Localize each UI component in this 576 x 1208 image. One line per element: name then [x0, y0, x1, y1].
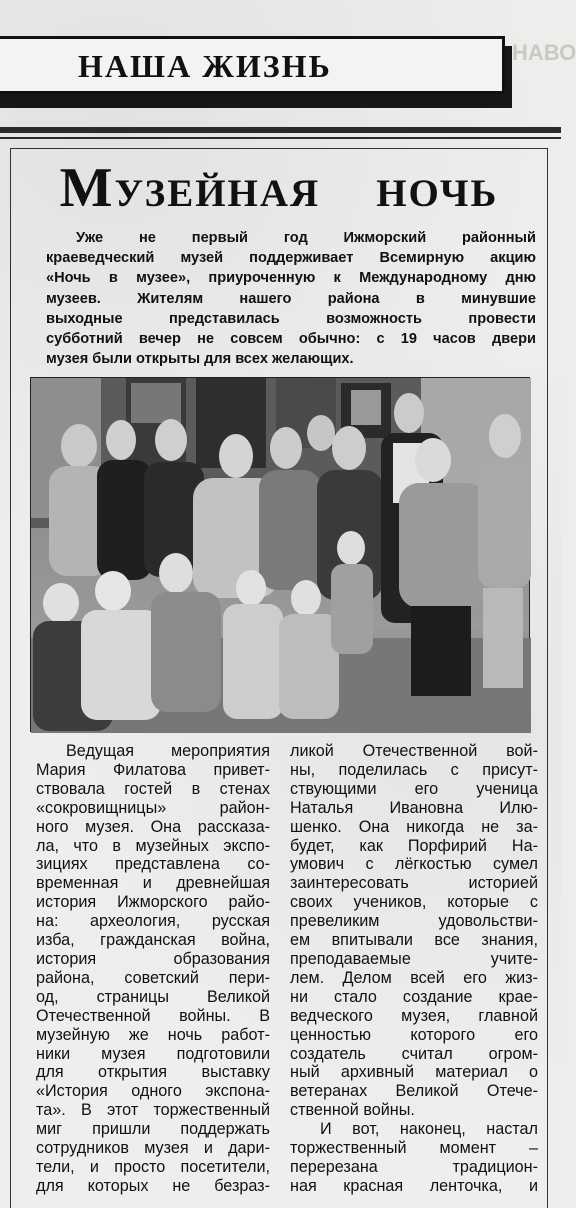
section-header-shadow-bottom	[0, 94, 512, 108]
text-line: тели, и просто посетители,	[36, 1157, 270, 1176]
section-title: НАША ЖИЗНЬ	[78, 48, 332, 84]
text-line: для которых не безраз-	[36, 1176, 270, 1195]
text-line: временная и древнейшая	[36, 874, 270, 893]
text-line: ни стало создание крае-	[290, 987, 538, 1006]
text-line: ствующими его ученица	[290, 779, 538, 798]
text-line: торжественный момент –	[290, 1139, 538, 1158]
text-line: Мария Филатова привет-	[36, 760, 270, 779]
text-line: миг пришли поддержать	[36, 1120, 270, 1139]
text-line: ный архивный материал о	[290, 1063, 538, 1082]
text-line: ная красная ленточка, и	[290, 1176, 538, 1195]
text-line: история образования	[36, 949, 270, 968]
text-line: «Ночь в музее», приуроченную к Международному дню	[46, 270, 536, 287]
text-line: перерезана традицион-	[290, 1157, 538, 1176]
text-line: своих учеников, которые с	[290, 893, 538, 912]
text-line: преподаваемые учите-	[290, 949, 538, 968]
text-line: создатель считал огром-	[290, 1044, 538, 1063]
text-line: Уже не первый год Ижморский районный	[76, 230, 536, 246]
text-line: района, советский пери-	[36, 968, 270, 987]
article-column-1	[36, 742, 270, 1196]
text-line: од, страницы Великой	[36, 987, 270, 1006]
article-title: Музейная ночь	[59, 157, 499, 219]
text-line: Наталья Ивановна Илю-	[290, 798, 538, 817]
text-line: история Ижморского райо-	[36, 893, 270, 912]
section-header-shadow-right	[505, 46, 512, 101]
text-line: ведческого музея, главной	[290, 1006, 538, 1025]
text-line: ветеранах Великой Отече-	[290, 1082, 538, 1101]
text-line: на: археология, русская	[36, 912, 270, 931]
text-line: ственной войны.	[290, 1101, 415, 1120]
text-line: изба, гражданская война,	[36, 931, 270, 950]
text-line: заинтересовать историей	[290, 874, 538, 893]
article-column-2	[290, 742, 538, 1196]
text-line: ники музея подготовили	[36, 1044, 270, 1063]
text-line: музеев. Жителям нашего района в минувшие	[46, 290, 536, 307]
article-photo	[30, 377, 530, 732]
text-line: «История одного экспона-	[36, 1082, 270, 1101]
text-line: будет, как Порфирий На-	[290, 836, 538, 855]
article-lead	[46, 228, 536, 369]
text-line: ного музея. Она рассказа-	[36, 817, 270, 836]
text-line: субботний вечер не совсем обычно: с 19 часов двери	[46, 331, 536, 348]
text-line: ценностью которого его	[290, 1025, 538, 1044]
text-line: «сокровищницы» район-	[36, 798, 270, 817]
text-line: ствовала гостей в стенах	[36, 779, 270, 798]
bleed-through-text: НАВО	[512, 40, 576, 65]
text-line: ны, поделилась с присут-	[290, 760, 538, 779]
text-line: краеведческий музей поддерживает Всемирную акцию	[46, 250, 536, 267]
text-line: выходные представилась возможность провести	[46, 310, 536, 327]
text-line: ликой Отечественной вой-	[290, 742, 538, 760]
text-line: ла, что в музейных экспо-	[36, 836, 270, 855]
text-line: зициях представлена со-	[36, 855, 270, 874]
text-line: музейную же ночь работ-	[36, 1025, 270, 1044]
page-rule-thick	[0, 127, 561, 133]
text-line: музея были открыты для всех желающих.	[46, 351, 354, 368]
text-line: шенко. Она никогда не за-	[290, 817, 538, 836]
text-line: Отечественной войны. В	[36, 1006, 270, 1025]
text-line: И вот, наконец, настал	[320, 1120, 538, 1139]
text-line: ем впитывали все знания,	[290, 931, 538, 950]
text-line: Ведущая мероприятия	[66, 742, 270, 760]
text-line: сотрудников музея и дари-	[36, 1139, 270, 1158]
text-line: та». В этот торжественный	[36, 1101, 270, 1120]
text-line: лем. Делом всей его жиз-	[290, 968, 538, 987]
text-line: для открытия выставку	[36, 1063, 270, 1082]
group-photo-illustration	[31, 378, 531, 733]
page-rule-thin	[0, 137, 561, 139]
text-line: умович с лёгкостью сумел	[290, 855, 538, 874]
text-line: превеликим удовольстви-	[290, 912, 538, 931]
